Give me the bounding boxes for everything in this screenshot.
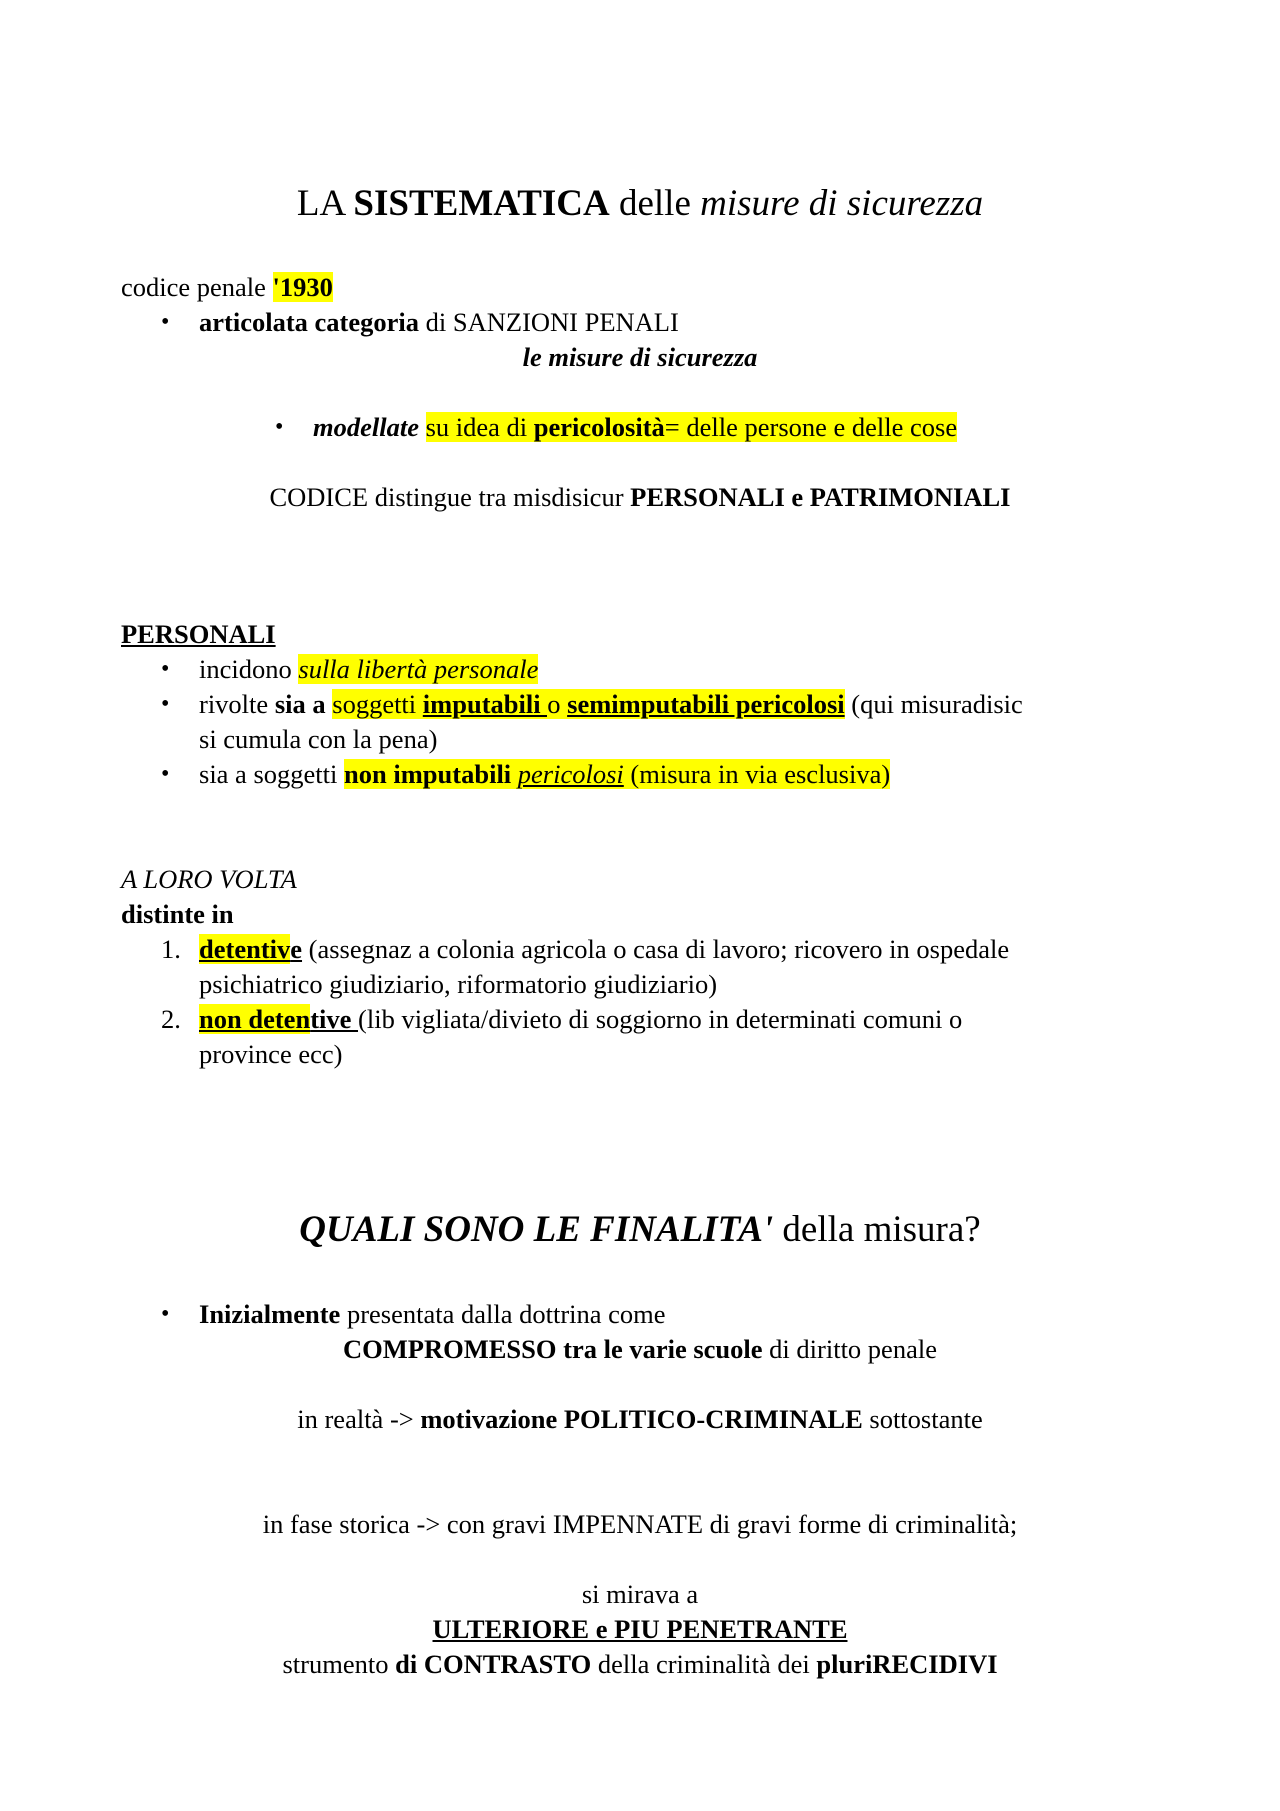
bullet-icon: •: [161, 691, 170, 717]
title-part: misure di sicurezza: [700, 183, 984, 224]
realta-text: motivazione POLITICO-CRIMINALE: [420, 1404, 863, 1434]
bullet-text: sia a soggetti: [199, 759, 344, 789]
list-text: tive: [310, 1004, 359, 1034]
heading-text: QUALI SONO LE FINALITA': [299, 1209, 774, 1250]
highlight-text: imputabili: [422, 689, 548, 719]
bullet-item: [199, 687, 1023, 722]
title-part: LA: [296, 183, 354, 224]
bullet-text: (qui misuradisic: [844, 689, 1023, 719]
bullet-text: presentata dalla dottrina come: [340, 1299, 666, 1329]
bullet-text: modellate: [313, 412, 419, 442]
strumento-text: pluriRECIDIVI: [816, 1649, 998, 1679]
title-part: delle: [609, 183, 701, 224]
highlight-text: sulla libertà personale: [298, 654, 539, 684]
highlight-text: non deten: [199, 1004, 311, 1034]
mirava-line: si mirava a: [581, 1579, 699, 1609]
codice-text: PERSONALI e PATRIMONIALI: [630, 482, 1011, 512]
list-item: [199, 1002, 962, 1037]
bullet-item: [199, 652, 538, 687]
bullet-item: [199, 1297, 666, 1332]
realta-line: [0, 1402, 1280, 1437]
volta-line: A LORO VOLTA: [121, 864, 297, 894]
highlight-text: su idea di: [425, 412, 534, 442]
highlight-text: o: [547, 689, 568, 719]
bullet-continuation: si cumula con la pena): [199, 724, 438, 754]
bullet-icon: •: [161, 761, 170, 787]
distinte-line: distinte in: [121, 899, 234, 929]
bullet-icon: •: [161, 656, 170, 682]
bullet-text: articolata categoria: [199, 307, 419, 337]
bullet-item: [199, 305, 679, 340]
strumento-text: della criminalità dei: [591, 1649, 817, 1679]
bullet-text: sia a: [274, 689, 333, 719]
realta-text: sottostante: [862, 1404, 983, 1434]
list-continuation: province ecc): [199, 1039, 343, 1069]
compromesso-line: [0, 1332, 1280, 1367]
bullet-item: [313, 410, 957, 445]
list-continuation: psichiatrico giudiziario, riformatorio giudiziario): [199, 969, 718, 999]
page-title: [0, 182, 1280, 226]
heading-text: della misura?: [773, 1209, 981, 1250]
comp-text: di diritto penale: [762, 1334, 937, 1364]
codice-text: CODICE distingue tra misdisicur: [269, 482, 631, 512]
highlight-text: soggetti: [332, 689, 423, 719]
list-item: [199, 932, 1009, 967]
intro-line: [121, 270, 333, 305]
list-text: e: [290, 934, 303, 964]
bullet-item: [199, 757, 890, 792]
bullet-icon: •: [161, 1301, 170, 1327]
bullet-text: Inizialmente: [199, 1299, 341, 1329]
list-text: (assegnaz a colonia agricola o casa di lavoro; ricovero in ospedale: [302, 934, 1010, 964]
highlight-text: pericolosi: [517, 759, 624, 789]
highlight-text: semimputabili pericolosi: [567, 689, 845, 719]
strumento-text: strumento: [282, 1649, 396, 1679]
intro-text: codice penale: [121, 272, 273, 302]
bullet-icon: •: [161, 309, 170, 335]
strumento-text: di CONTRASTO: [395, 1649, 592, 1679]
comp-text: COMPROMESSO tra le varie scuole: [343, 1334, 763, 1364]
section-heading: [0, 1208, 1280, 1252]
highlight-text: (misura in via esclusiva): [623, 759, 891, 789]
highlight-text: = delle persone e delle cose: [664, 412, 958, 442]
ulteriore-line: ULTERIORE e PIU PENETRANTE: [432, 1614, 848, 1644]
fase-line: in fase storica -> con gravi IMPENNATE di gravi forme di criminalità;: [262, 1509, 1018, 1539]
list-text: (lib vigliata/divieto di soggiorno in determinati comuni o: [358, 1004, 963, 1034]
bullet-text: [419, 412, 426, 442]
subtitle-line: le misure di sicurezza: [522, 342, 758, 372]
section-heading: PERSONALI: [121, 619, 276, 649]
highlight-text: detentiv: [199, 934, 291, 964]
list-number: 1.: [161, 934, 181, 964]
bullet-text: incidono: [199, 654, 299, 684]
bullet-text: di SANZIONI PENALI: [419, 307, 679, 337]
title-part: SISTEMATICA: [353, 183, 610, 224]
realta-text: in realtà ->: [297, 1404, 421, 1434]
list-number: 2.: [161, 1004, 181, 1034]
strumento-line: [0, 1647, 1280, 1682]
bullet-text: rivolte: [199, 689, 275, 719]
highlight-text: non imputabili: [344, 759, 518, 789]
bullet-icon: •: [275, 414, 284, 440]
year-highlight: '1930: [272, 272, 333, 302]
highlight-text: pericolosità: [533, 412, 665, 442]
codice-line: [0, 480, 1280, 515]
